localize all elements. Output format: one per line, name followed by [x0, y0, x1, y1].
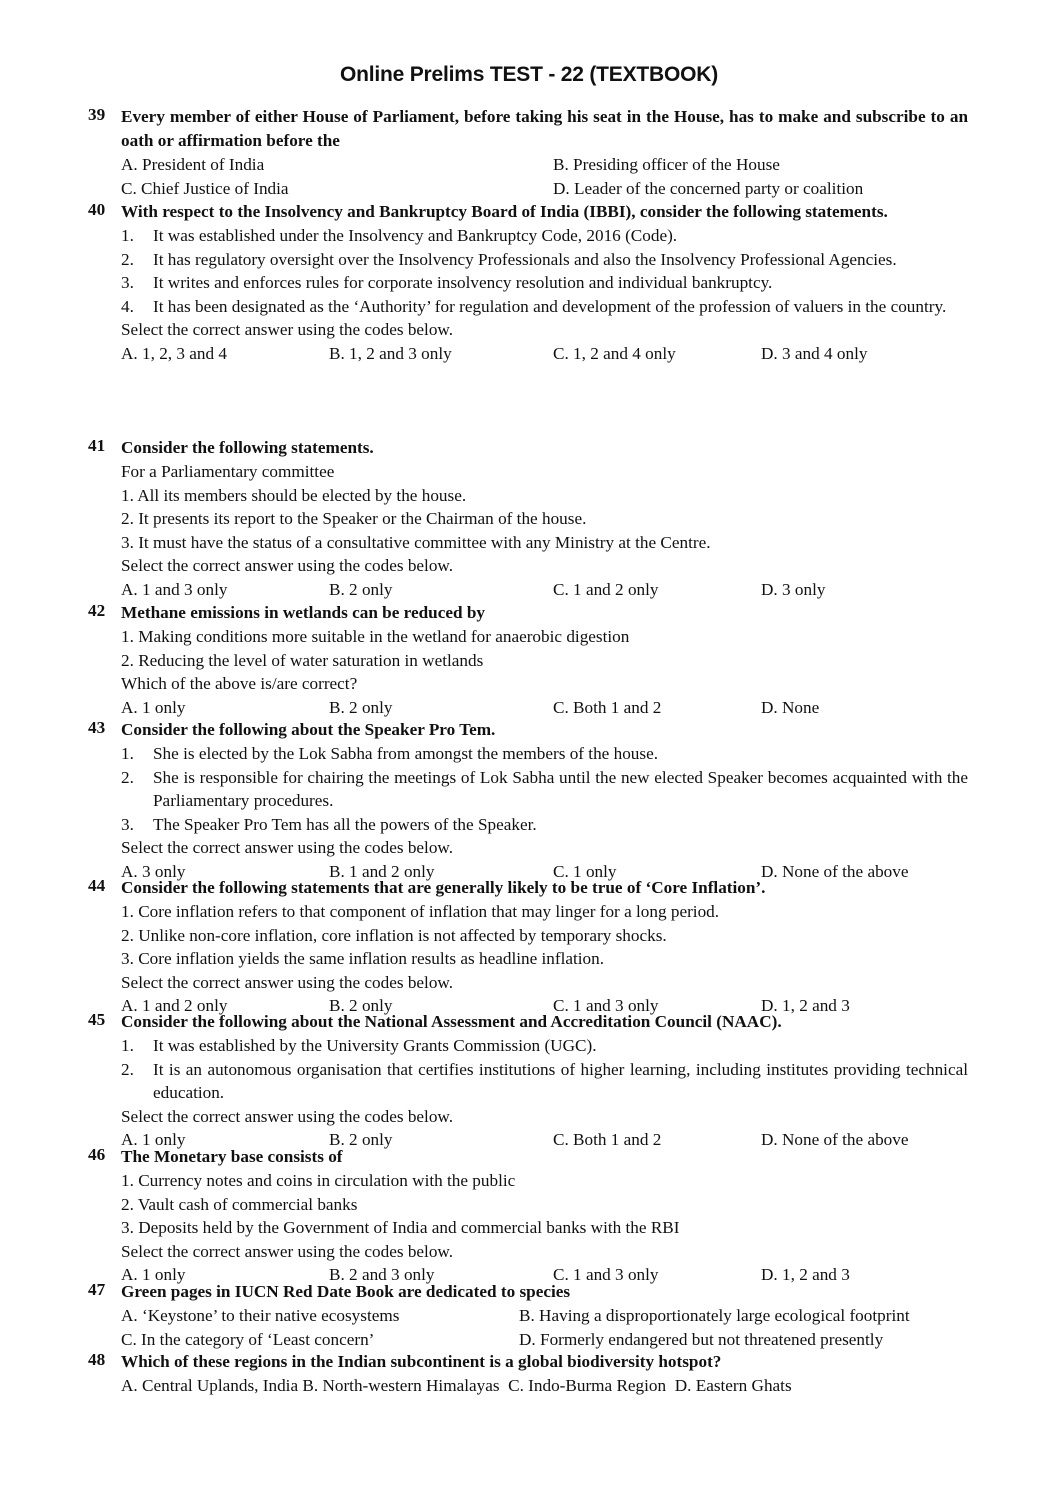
select-instruction: Select the correct answer using the codes below.	[121, 1106, 454, 1126]
question-46	[88, 1145, 968, 1287]
question-42	[88, 601, 968, 719]
option-b: B. 2 only	[329, 1130, 393, 1149]
statement	[121, 248, 968, 272]
question-text: Consider the following statements that are generally likely to be true of ‘Core Inflation’.	[121, 878, 766, 897]
statement: 2. Reducing the level of water saturation in wetlands	[121, 650, 484, 670]
option-b: B. Presiding officer of the House	[553, 155, 780, 174]
select-instruction: Select the correct answer using the codes below.	[121, 972, 454, 992]
statement: 1. Core inflation refers to that component of inflation that may linger for a long period.	[121, 902, 720, 921]
question-47	[88, 1280, 968, 1351]
option-c: C. 1 only	[553, 861, 617, 881]
option-d: D. 3 only	[761, 579, 826, 599]
option-c: C. Both 1 and 2	[553, 1130, 662, 1149]
option-row	[121, 578, 968, 602]
question-45	[88, 1010, 968, 1152]
question-number: 45	[88, 1010, 106, 1029]
statement-number: 2.	[121, 1059, 134, 1079]
question-39	[88, 105, 968, 200]
statement-number: 3.	[121, 273, 134, 292]
option-b: B. 1 and 2 only	[329, 861, 435, 881]
option-row	[121, 1328, 968, 1352]
question-text: Which of these regions in the Indian subcontinent is a global biodiversity hotspot?	[121, 1352, 722, 1371]
statement-text: It was established by the University Grants Commission (UGC).	[153, 1036, 597, 1055]
question-number: 42	[88, 601, 106, 620]
question-number: 41	[88, 436, 106, 455]
option-b: B. 1, 2 and 3 only	[329, 343, 452, 363]
option-a: A. 3 only	[121, 861, 186, 881]
statement: 1. All its members should be elected by the house.	[121, 485, 467, 505]
statement-number: 1.	[121, 226, 134, 245]
select-instruction: Select the correct answer using the codes below.	[121, 1241, 454, 1261]
question-48	[88, 1350, 968, 1398]
option-d: D. 3 and 4 only	[761, 343, 868, 363]
option-d: D. None of the above	[761, 1130, 909, 1149]
statement	[121, 742, 968, 766]
option-d: D. Formerly endangered but not threatened presently	[519, 1329, 884, 1349]
option-c: C. In the category of ‘Least concern’	[121, 1329, 375, 1349]
statement-number: 2.	[121, 249, 134, 269]
statement	[121, 813, 968, 837]
option-row	[121, 177, 968, 201]
option-c: C. 1 and 3 only	[553, 1265, 659, 1284]
question-number: 39	[88, 105, 106, 124]
option-d: D. 1, 2 and 3	[761, 1265, 850, 1284]
statement: 2. Unlike non-core inflation, core inflation is not affected by temporary shocks.	[121, 925, 667, 945]
question-number: 44	[88, 876, 106, 895]
question-text: Consider the following about the National Assessment and Accreditation Council (NAAC).	[121, 1012, 782, 1031]
statement	[121, 271, 968, 295]
statement: 3. Core inflation yields the same inflation results as headline inflation.	[121, 949, 605, 968]
question-text: The Monetary base consists of	[121, 1147, 343, 1166]
option-a: A. 1 only	[121, 1130, 186, 1149]
option-d: D. None	[761, 697, 820, 717]
statement	[121, 766, 968, 813]
question-prompt: Which of the above is/are correct?	[121, 674, 358, 693]
question-text: Every member of either House of Parliament, before taking his seat in the House, has to make and subscribe to an oath or affirmation before the	[121, 107, 968, 150]
question-number: 40	[88, 200, 106, 219]
option-a: A. President of India	[121, 155, 265, 174]
question-text: Consider the following about the Speaker Pro Tem.	[121, 720, 496, 739]
page-title: Online Prelims TEST - 22 (TEXTBOOK)	[339, 63, 719, 86]
statement	[121, 1058, 968, 1105]
statement-number: 3.	[121, 814, 134, 834]
question-intro: For a Parliamentary committee	[121, 462, 335, 481]
question-text: Methane emissions in wetlands can be reduced by	[121, 603, 485, 622]
statement-number: 1.	[121, 744, 134, 763]
option-row	[121, 696, 968, 720]
question-number: 47	[88, 1280, 106, 1299]
statement: 2. Vault cash of commercial banks	[121, 1194, 358, 1214]
statement: 1. Currency notes and coins in circulation with the public	[121, 1171, 516, 1190]
question-number: 46	[88, 1145, 106, 1164]
option-a: A. 1 and 2 only	[121, 996, 228, 1015]
statement	[121, 1034, 968, 1058]
option-a: A. 1 only	[121, 1265, 186, 1284]
statement: 3. Deposits held by the Government of India and commercial banks with the RBI	[121, 1218, 680, 1237]
statement-number: 4.	[121, 296, 134, 316]
option-a: A. ‘Keystone’ to their native ecosystems	[121, 1306, 400, 1325]
option-b: B. Having a disproportionately large ecological footprint	[519, 1306, 910, 1325]
statement-number: 1.	[121, 1036, 134, 1055]
statement: 1. Making conditions more suitable in the wetland for anaerobic digestion	[121, 627, 630, 646]
statement: 2. It presents its report to the Speaker or the Chairman of the house.	[121, 509, 587, 528]
option-d: D. Leader of the concerned party or coalition	[553, 178, 864, 198]
option-b: B. 2 only	[329, 996, 393, 1015]
option-a: A. 1 and 3 only	[121, 579, 228, 599]
statement-number: 2.	[121, 767, 134, 787]
option-row: A. Central Uplands, India B. North-western Himalayas C. Indo-Burma Region D. Eastern Ghats	[121, 1376, 792, 1395]
question-43	[88, 718, 968, 883]
select-instruction: Select the correct answer using the codes below.	[121, 556, 454, 575]
question-text: With respect to the Insolvency and Bankruptcy Board of India (IBBI), consider the following statements.	[121, 202, 888, 221]
option-d: D. None of the above	[761, 861, 909, 881]
option-c: C. 1 and 2 only	[553, 579, 659, 599]
statement-text: It has been designated as the ‘Authority’ for regulation and development of the profession of valuers in the country.	[153, 296, 947, 316]
option-row	[121, 1304, 968, 1328]
select-instruction: Select the correct answer using the codes below.	[121, 320, 454, 339]
statement	[121, 295, 968, 319]
statement: 3. It must have the status of a consultative committee with any Ministry at the Centre.	[121, 532, 711, 552]
statement-text: It is an autonomous organisation that certifies institutions of higher learning, including institutes providing technical education.	[153, 1059, 968, 1102]
select-instruction: Select the correct answer using the codes below.	[121, 838, 454, 857]
question-number: 43	[88, 718, 106, 737]
option-b: B. 2 only	[329, 579, 393, 599]
statement-text: It has regulatory oversight over the Insolvency Professionals and also the Insolvency Professional Agencies.	[153, 249, 897, 269]
statement-text: It writes and enforces rules for corporate insolvency resolution and individual bankruptcy.	[153, 273, 773, 292]
statement	[121, 224, 968, 248]
question-40	[88, 200, 968, 365]
option-c: C. Both 1 and 2	[553, 697, 662, 717]
option-c: C. 1, 2 and 4 only	[553, 343, 676, 363]
statement-text: The Speaker Pro Tem has all the powers of the Speaker.	[153, 814, 537, 834]
option-row	[121, 153, 968, 177]
option-row	[121, 342, 968, 366]
question-text: Green pages in IUCN Red Date Book are dedicated to species	[121, 1282, 571, 1301]
option-a: A. 1 only	[121, 697, 186, 717]
statement-text: She is responsible for chairing the meetings of Lok Sabha until the new elected Speaker becomes acquainted with the Parliamentary procedures.	[153, 767, 968, 810]
question-44	[88, 876, 968, 1018]
question-41	[88, 436, 968, 601]
question-number: 48	[88, 1350, 106, 1369]
question-text: Consider the following statements.	[121, 438, 374, 457]
option-a: A. 1, 2, 3 and 4	[121, 343, 227, 363]
option-c: C. 1 and 3 only	[553, 996, 659, 1015]
option-d: D. 1, 2 and 3	[761, 996, 850, 1015]
option-b: B. 2 only	[329, 697, 393, 717]
statement-text: It was established under the Insolvency and Bankruptcy Code, 2016 (Code).	[153, 226, 678, 245]
statement-text: She is elected by the Lok Sabha from amongst the members of the house.	[153, 744, 659, 763]
option-b: B. 2 and 3 only	[329, 1265, 435, 1284]
option-c: C. Chief Justice of India	[121, 178, 289, 198]
